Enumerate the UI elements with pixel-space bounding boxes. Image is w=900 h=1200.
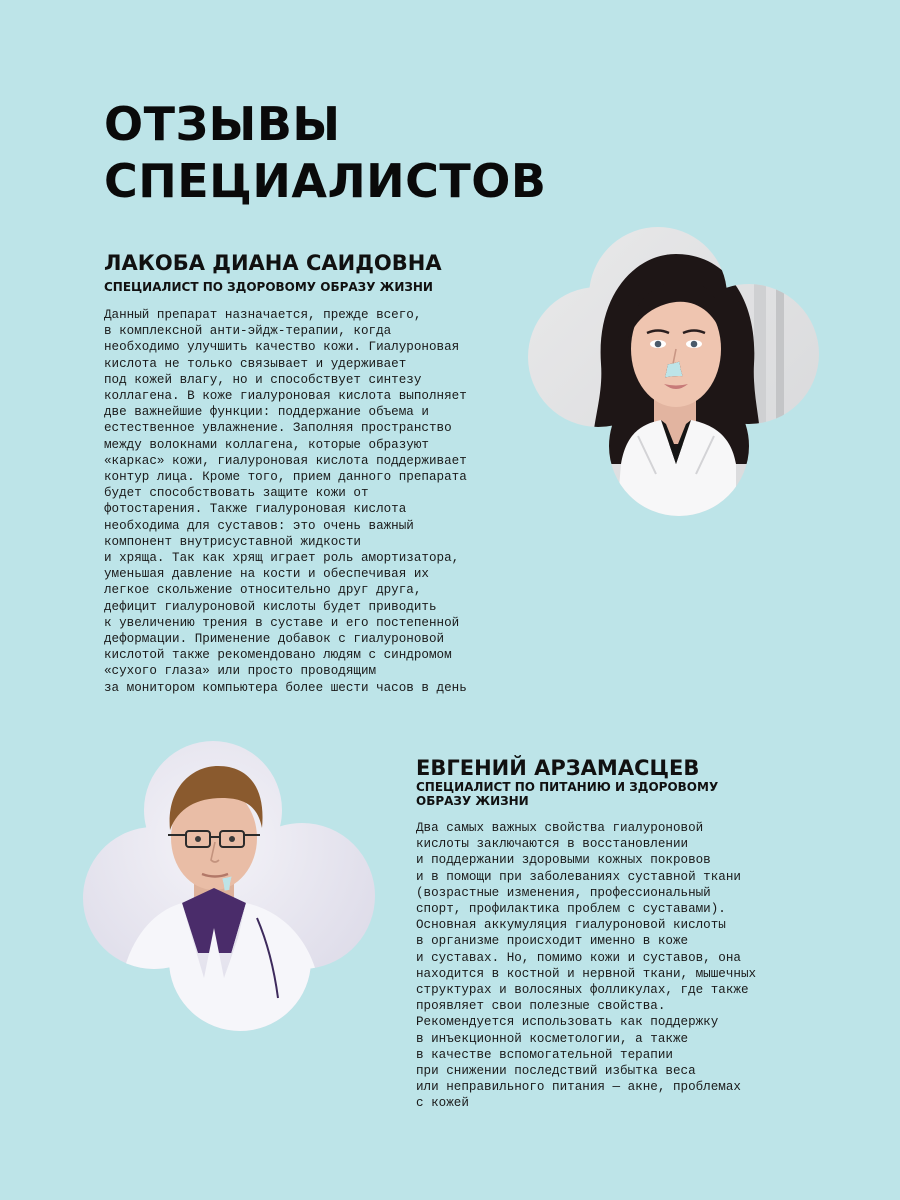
review-text-line: находится в костной и нервной ткани, мышечных — [416, 966, 757, 981]
review-text-line: «сухого глаза» или просто проводящим — [104, 664, 377, 679]
review-text-line: необходима для суставов: это очень важный — [104, 518, 414, 533]
review-text-line: в комплексной анти-эйдж-терапии, когда — [104, 324, 392, 339]
review-text-line: спорт, профилактика проблем с суставами). — [416, 902, 726, 917]
review-text-line: и поддержании здоровыми кожных покровов — [416, 853, 711, 868]
review-text-line: естественное увлажнение. Заполняя пространство — [104, 421, 452, 436]
specialist-name: ЕВГЕНИЙ АРЗАМАСЦЕВ — [416, 756, 700, 780]
review-text-line: Данный препарат назначается, прежде всего, — [104, 308, 422, 322]
review-text-line: (возрастные изменения, профессиональный — [416, 885, 711, 900]
review-text-line: уменьшая давление на кости и обеспечивая их — [104, 567, 429, 582]
review-text — [416, 820, 756, 1112]
specialist-name: ЛАКОБА ДИАНА САИДОВНА — [104, 251, 442, 275]
review-text-line: необходимо улучшить качество кожи. Гиалуроновая — [104, 340, 460, 355]
review-text-line: при снижении последствий избытка веса — [416, 1064, 696, 1079]
review-text-line: между волокнами коллагена, которые образуют — [104, 437, 429, 452]
review-text-line: под кожей влагу, но и способствует синтезу — [104, 372, 422, 387]
review-text-line: кислота не только связывает и удерживает — [104, 356, 407, 371]
review-text-line: Два самых важных свойства гиалуроновой — [416, 821, 704, 835]
specialist-role-line: ОБРАЗУ ЖИЗНИ — [416, 794, 529, 808]
review-text-line: структурах и волосяных фолликулах, где также — [416, 983, 749, 998]
review-text-line: фотостарения. Также гиалуроновая кислота — [104, 502, 407, 517]
review-text — [104, 307, 467, 696]
page-title — [104, 96, 546, 210]
review-text-line: проявляет свои полезные свойства. — [416, 999, 666, 1014]
review-text-line: коллагена. В коже гиалуроновая кислота выполняет — [104, 389, 467, 404]
review-text-line: или неправильного питания — акне, проблемах — [416, 1080, 741, 1095]
review-text-line: и суставах. Но, помимо кожи и суставов, она — [416, 950, 741, 965]
review-text-line: будет способствовать защите кожи от — [104, 486, 369, 501]
review-text-line: две важнейшие функции: поддержание объема и — [104, 405, 429, 420]
review-text-line: кислотой также рекомендовано людям с синдромом — [104, 648, 452, 663]
woman-portrait-icon — [526, 224, 822, 520]
review-text-line: в инъекционной косметологии, а также — [416, 1031, 689, 1046]
review-text-line: в качестве вспомогательной терапии — [416, 1047, 673, 1062]
specialist-role — [416, 780, 718, 808]
review-text-line: дефицит гиалуроновой кислоты будет приводить — [104, 599, 437, 614]
review-text-line: к увеличению трения в суставе и его постепенной — [104, 615, 460, 630]
review-text-line: за монитором компьютера более шести часов в день — [104, 680, 467, 695]
review-text-line: компонент внутрисуставной жидкости — [104, 534, 361, 549]
review-text-line: легкое скольжение относительно друг друга, — [104, 583, 422, 598]
review-text-line: Основная аккумуляция гиалуроновой кислоты — [416, 918, 726, 933]
review-text-line: в организме происходит именно в коже — [416, 934, 689, 949]
page-title-line: ОТЗЫВЫ — [104, 97, 341, 151]
review-text-line: Рекомендуется использовать как поддержку — [416, 1015, 719, 1030]
page-title-line: СПЕЦИАЛИСТОВ — [104, 154, 547, 208]
review-text-line: и хряща. Так как хрящ играет роль амортизатора, — [104, 551, 460, 566]
review-text-line: «каркас» кожи, гиалуроновая кислота поддерживает — [104, 453, 467, 468]
review-text-line: и в помощи при заболеваниях суставной ткани — [416, 869, 741, 884]
review-text-line: с кожей — [416, 1096, 469, 1111]
review-text-line: контур лица. Кроме того, прием данного препарата — [104, 470, 467, 485]
specialist-role: СПЕЦИАЛИСТ ПО ЗДОРОВОМУ ОБРАЗУ ЖИЗНИ — [104, 280, 433, 294]
man-portrait-icon — [82, 738, 378, 1034]
review-text-line: кислоты заключаются в восстановлении — [416, 837, 689, 852]
review-text-line: деформации. Применение добавок с гиалуроновой — [104, 632, 445, 647]
specialist-role-line: СПЕЦИАЛИСТ ПО ПИТАНИЮ И ЗДОРОВОМУ — [416, 780, 719, 794]
